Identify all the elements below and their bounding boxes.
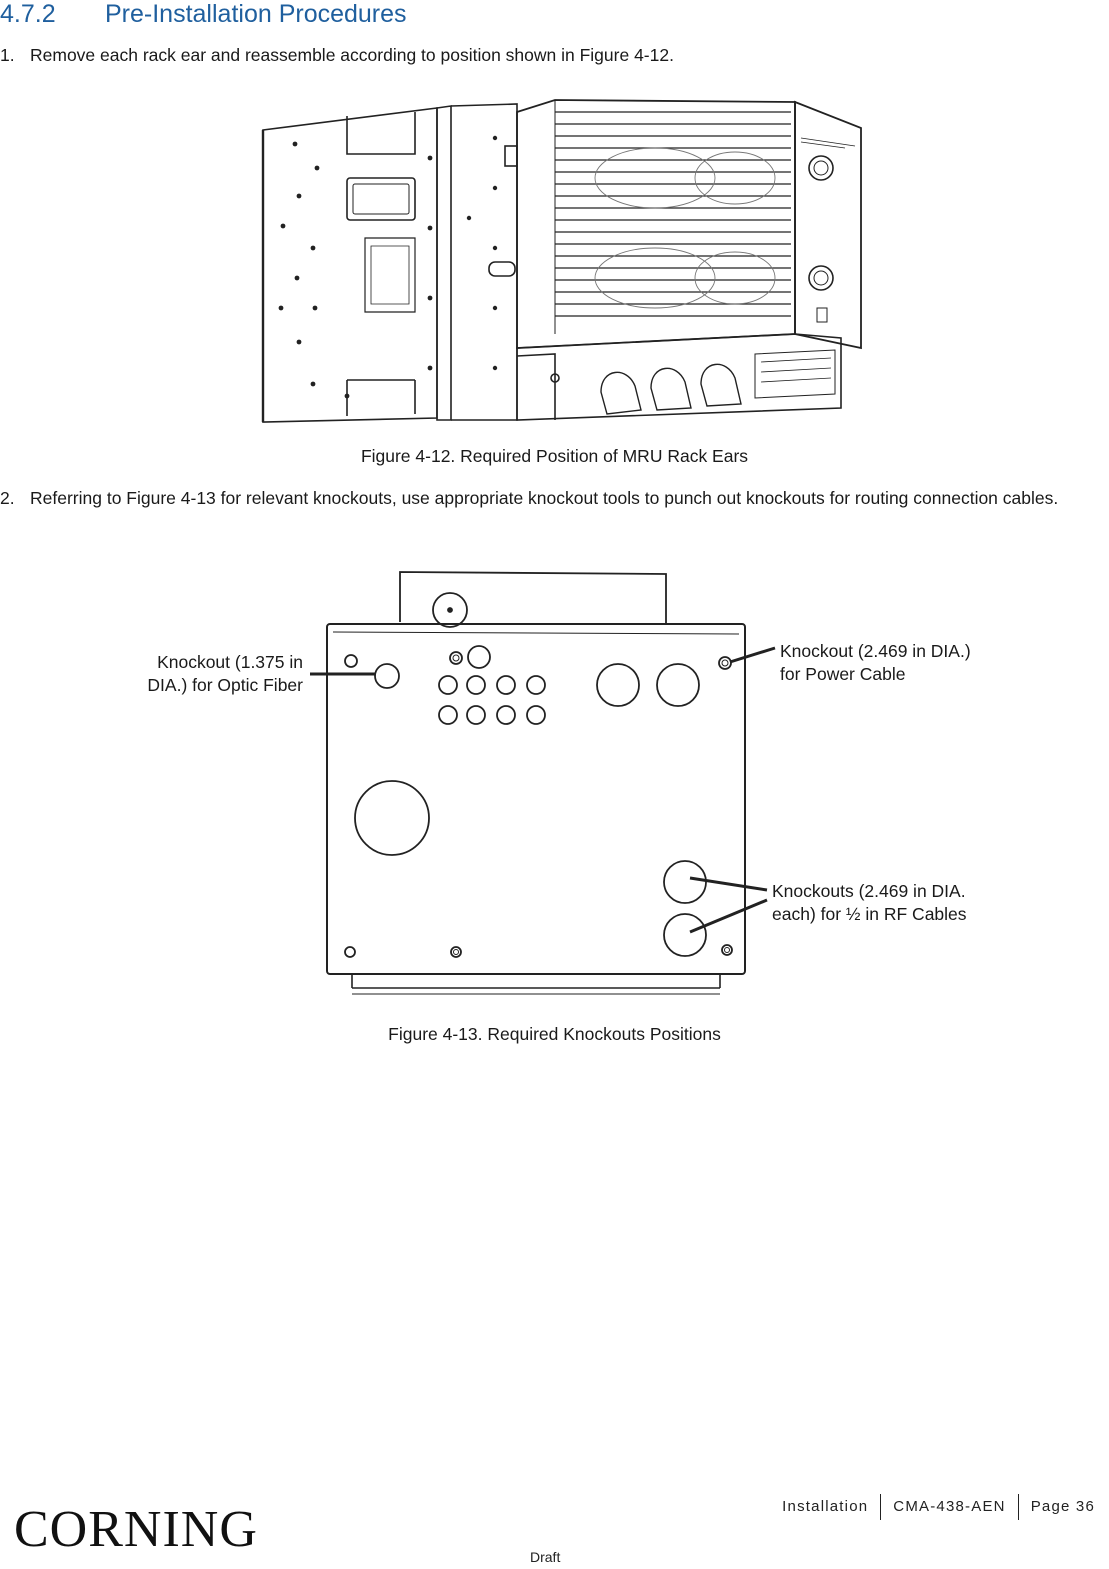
callout-line: each) for ½ in RF Cables bbox=[772, 904, 967, 924]
footer-doc-id: CMA-438-AEN bbox=[893, 1497, 1006, 1515]
draft-label: Draft bbox=[530, 1549, 561, 1565]
figure-caption: Figure 4-12. Required Position of MRU Rack Ears bbox=[360, 446, 749, 466]
callout-line: Knockouts (2.469 in DIA. bbox=[772, 881, 966, 901]
step-number: 1. bbox=[0, 45, 15, 65]
footer-separator bbox=[1018, 1494, 1019, 1520]
section-number: 4.7.2 bbox=[0, 0, 56, 28]
callout-power-cable bbox=[780, 640, 971, 686]
step-text: Referring to Figure 4-13 for relevant knockouts, use appropriate knockout tools to punch out knockouts for routing connection cables. bbox=[30, 488, 1059, 508]
section-title: Pre-Installation Procedures bbox=[105, 0, 407, 28]
step-1 bbox=[0, 42, 1080, 68]
step-number: 2. bbox=[0, 488, 15, 508]
step-text: Remove each rack ear and reassemble according to position shown in Figure 4-12. bbox=[30, 45, 674, 65]
footer-meta bbox=[782, 1494, 1095, 1520]
footer-page: Page 36 bbox=[1030, 1497, 1095, 1515]
callout-line: Knockout (2.469 in DIA.) bbox=[780, 641, 971, 661]
figure-caption: Figure 4-13. Required Knockouts Positions bbox=[388, 1024, 721, 1044]
knockouts-figure bbox=[0, 560, 1109, 1010]
corning-logo: CORNING bbox=[14, 1501, 258, 1558]
step-2 bbox=[0, 485, 1090, 511]
callout-rf-cables bbox=[772, 880, 967, 926]
footer-chapter: Installation bbox=[782, 1497, 869, 1515]
footer-separator bbox=[880, 1494, 881, 1520]
callout-optic-fiber bbox=[100, 651, 303, 697]
callout-line: DIA.) for Optic Fiber bbox=[147, 675, 303, 695]
callout-line: Knockout (1.375 in bbox=[157, 652, 303, 672]
mru-rack-ears-figure bbox=[255, 98, 865, 428]
callout-line: for Power Cable bbox=[780, 664, 906, 684]
section-heading bbox=[0, 0, 407, 29]
